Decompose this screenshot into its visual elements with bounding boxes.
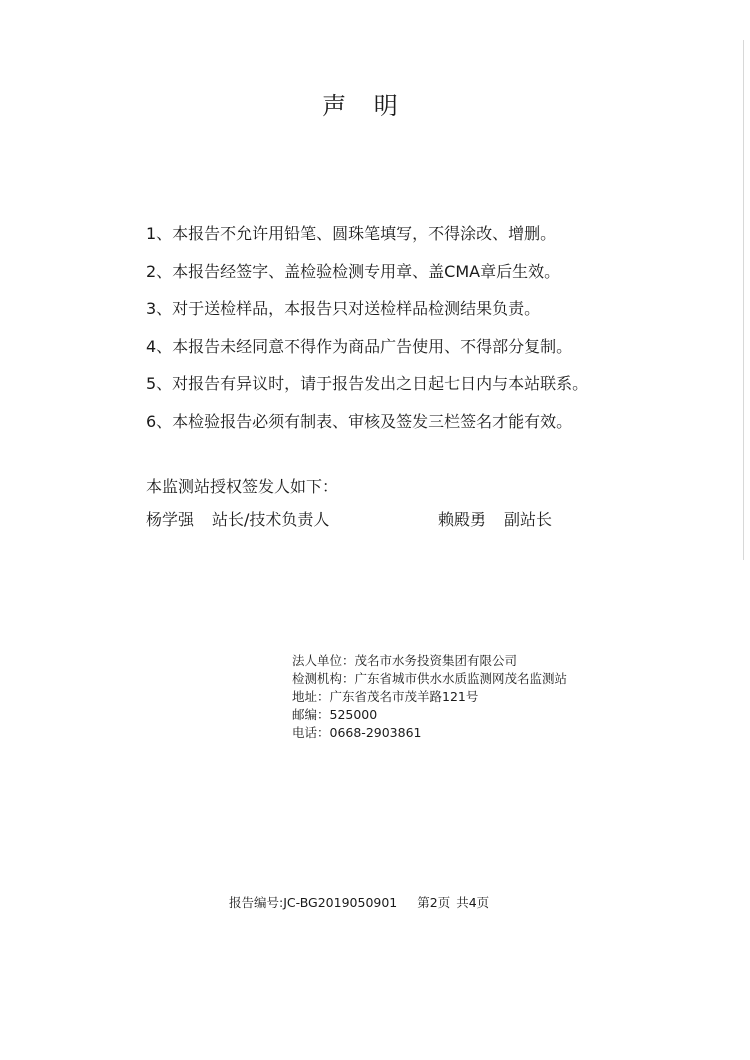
report-number: 报告编号:JC-BG2019050901	[229, 895, 398, 910]
organization-info	[292, 652, 567, 742]
signatory-name: 杨学强	[146, 510, 195, 529]
postal-code: 邮编：525000	[292, 707, 378, 722]
scan-edge-line	[743, 40, 744, 560]
declaration-item-1: 1、本报告不允许用铅笔、圆珠笔填写，不得涂改、增删。	[146, 224, 557, 243]
declaration-list	[146, 220, 706, 445]
signatories-heading: 本监测站授权签发人如下：	[146, 477, 339, 496]
page-number: 第2页	[417, 895, 451, 910]
page-footer	[229, 893, 489, 911]
signatory-2	[438, 507, 552, 530]
signatory-role: 站长/技术负责人	[212, 510, 330, 529]
declaration-item-5: 5、对报告有异议时，请于报告发出之日起七日内与本站联系。	[146, 374, 589, 393]
declaration-item-6: 6、本检验报告必须有制表、审核及签发三栏签名才能有效。	[146, 411, 573, 431]
declaration-item-2: 2、本报告经签字、盖检验检测专用章、盖CMA章后生效。	[146, 261, 561, 281]
page-title: 声 明	[322, 92, 408, 120]
declaration-item-3: 3、对于送检样品，本报告只对送检样品检测结果负责。	[146, 299, 541, 318]
signatory-1	[146, 507, 329, 530]
declaration-item-4: 4、本报告未经同意不得作为商品广告使用、不得部分复制。	[146, 336, 573, 356]
signatory-role: 副站长	[504, 510, 553, 529]
total-pages: 共4页	[456, 895, 490, 910]
address: 地址：广东省茂名市茂羊路121号	[292, 689, 479, 704]
phone: 电话：0668-2903861	[292, 725, 422, 740]
legal-entity: 法人单位：茂名市水务投资集团有限公司	[292, 653, 518, 668]
testing-institution: 检测机构：广东省城市供水水质监测网茂名监测站	[292, 671, 568, 686]
signatory-name: 赖殿勇	[438, 510, 487, 529]
